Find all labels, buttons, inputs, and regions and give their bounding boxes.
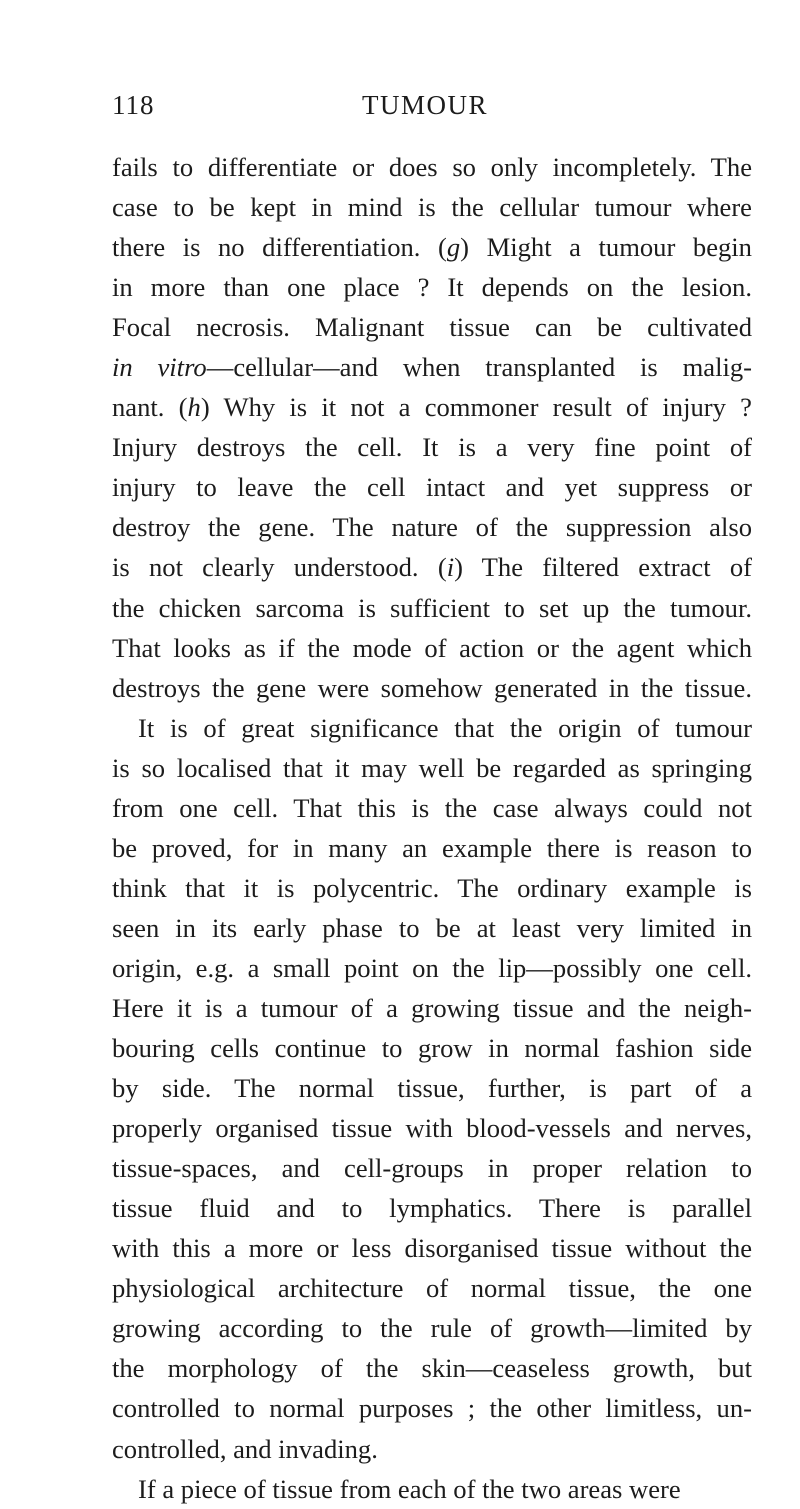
text-line bbox=[112, 908, 752, 948]
page-number: 118 bbox=[112, 90, 155, 120]
text-run: controlled, and invading. bbox=[112, 1433, 378, 1464]
text-line bbox=[112, 1429, 752, 1469]
text-line bbox=[112, 1388, 752, 1428]
italic-text: in vitro bbox=[112, 352, 207, 383]
running-head bbox=[112, 90, 752, 130]
text-run: tissue-spaces, and cell-groups in proper relation to bbox=[112, 1153, 752, 1184]
italic-text: h bbox=[187, 392, 201, 423]
text-line bbox=[112, 547, 752, 587]
text-line bbox=[112, 307, 752, 347]
text-run: —cellular—and when transplanted is malig- bbox=[206, 352, 752, 383]
text-line bbox=[112, 868, 752, 908]
text-line bbox=[112, 267, 752, 307]
text-run: It is of great significance that the origin of tumour bbox=[138, 712, 752, 743]
text-line bbox=[112, 507, 752, 547]
italic-text: i bbox=[446, 552, 455, 583]
text-run: If a piece of tissue from each of the two areas were bbox=[138, 1473, 681, 1504]
text-line bbox=[112, 1188, 752, 1228]
text-line bbox=[112, 187, 752, 227]
text-run: the chicken sarcoma is sufficient to set up the tumour. bbox=[112, 592, 752, 623]
text-run: ) Why is it not a commoner result of injury ? bbox=[200, 392, 752, 423]
text-line bbox=[112, 748, 752, 788]
text-run: That looks as if the mode of action or the agent which bbox=[112, 632, 752, 663]
text-run: by side. The normal tissue, further, is part of a bbox=[112, 1073, 752, 1104]
text-run: case to be kept in mind is the cellular tumour where bbox=[112, 192, 752, 223]
text-line bbox=[112, 988, 752, 1028]
text-line bbox=[112, 427, 752, 467]
text-line bbox=[112, 1148, 752, 1188]
text-line bbox=[112, 1268, 752, 1308]
text-run: is so localised that it may well be regarded as springing bbox=[112, 752, 752, 783]
text-run: the morphology of the skin—ceaseless growth, but bbox=[112, 1353, 752, 1384]
text-run: is not clearly understood. ( bbox=[112, 552, 447, 583]
text-line bbox=[112, 227, 752, 267]
text-run: origin, e.g. a small point on the lip—possibly one cell. bbox=[112, 952, 752, 983]
italic-text: g bbox=[446, 232, 461, 263]
text-line bbox=[112, 387, 752, 427]
text-run: Here it is a tumour of a growing tissue and the neigh- bbox=[112, 992, 752, 1023]
text-run: destroy the gene. The nature of the suppression also bbox=[112, 512, 752, 543]
text-run: injury to leave the cell intact and yet suppress or bbox=[112, 472, 752, 503]
text-run: ) Might a tumour begin bbox=[460, 232, 752, 263]
text-line bbox=[112, 1469, 752, 1509]
body-text bbox=[112, 147, 752, 1509]
text-run: properly organised tissue with blood-vessels and nerves, bbox=[112, 1113, 752, 1144]
text-line bbox=[112, 1108, 752, 1148]
text-run: think that it is polycentric. The ordinary example is bbox=[112, 872, 752, 903]
text-line bbox=[112, 1028, 752, 1068]
text-line bbox=[112, 1228, 752, 1268]
text-run: bouring cells continue to grow in normal fashion side bbox=[112, 1033, 752, 1064]
text-run: controlled to normal purposes ; the other limitless, un- bbox=[112, 1393, 752, 1424]
text-line bbox=[112, 1348, 752, 1388]
running-title: TUMOUR bbox=[362, 90, 489, 120]
text-line bbox=[112, 147, 752, 187]
text-run: there is no differentiation. ( bbox=[112, 232, 447, 263]
text-line bbox=[112, 708, 752, 748]
text-line bbox=[112, 588, 752, 628]
text-run: tissue fluid and to lymphatics. There is parallel bbox=[112, 1193, 752, 1224]
text-run: nant. ( bbox=[112, 392, 188, 423]
text-line bbox=[112, 668, 752, 708]
text-line bbox=[112, 828, 752, 868]
text-run: with this a more or less disorganised tissue without the bbox=[112, 1233, 752, 1264]
text-run: in more than one place ? It depends on the lesion. bbox=[112, 272, 752, 303]
text-run: growing according to the rule of growth—limited by bbox=[112, 1313, 752, 1344]
text-run: Injury destroys the cell. It is a very fine point of bbox=[112, 432, 752, 463]
text-line bbox=[112, 628, 752, 668]
text-line bbox=[112, 467, 752, 507]
text-line bbox=[112, 1308, 752, 1348]
text-run: physiological architecture of normal tissue, the one bbox=[112, 1273, 752, 1304]
text-run: ) The filtered extract of bbox=[454, 552, 753, 583]
text-run: destroys the gene were somehow generated in the tissue. bbox=[112, 672, 752, 703]
text-line bbox=[112, 788, 752, 828]
text-line bbox=[112, 1068, 752, 1108]
text-run: Focal necrosis. Malignant tissue can be cultivated bbox=[112, 312, 752, 343]
text-line bbox=[112, 948, 752, 988]
text-run: seen in its early phase to be at least very limited in bbox=[112, 912, 752, 943]
text-line bbox=[112, 347, 752, 387]
text-run: be proved, for in many an example there is reason to bbox=[112, 832, 752, 863]
text-run: fails to differentiate or does so only incompletely. The bbox=[112, 152, 752, 182]
text-run: from one cell. That this is the case always could not bbox=[112, 792, 752, 823]
